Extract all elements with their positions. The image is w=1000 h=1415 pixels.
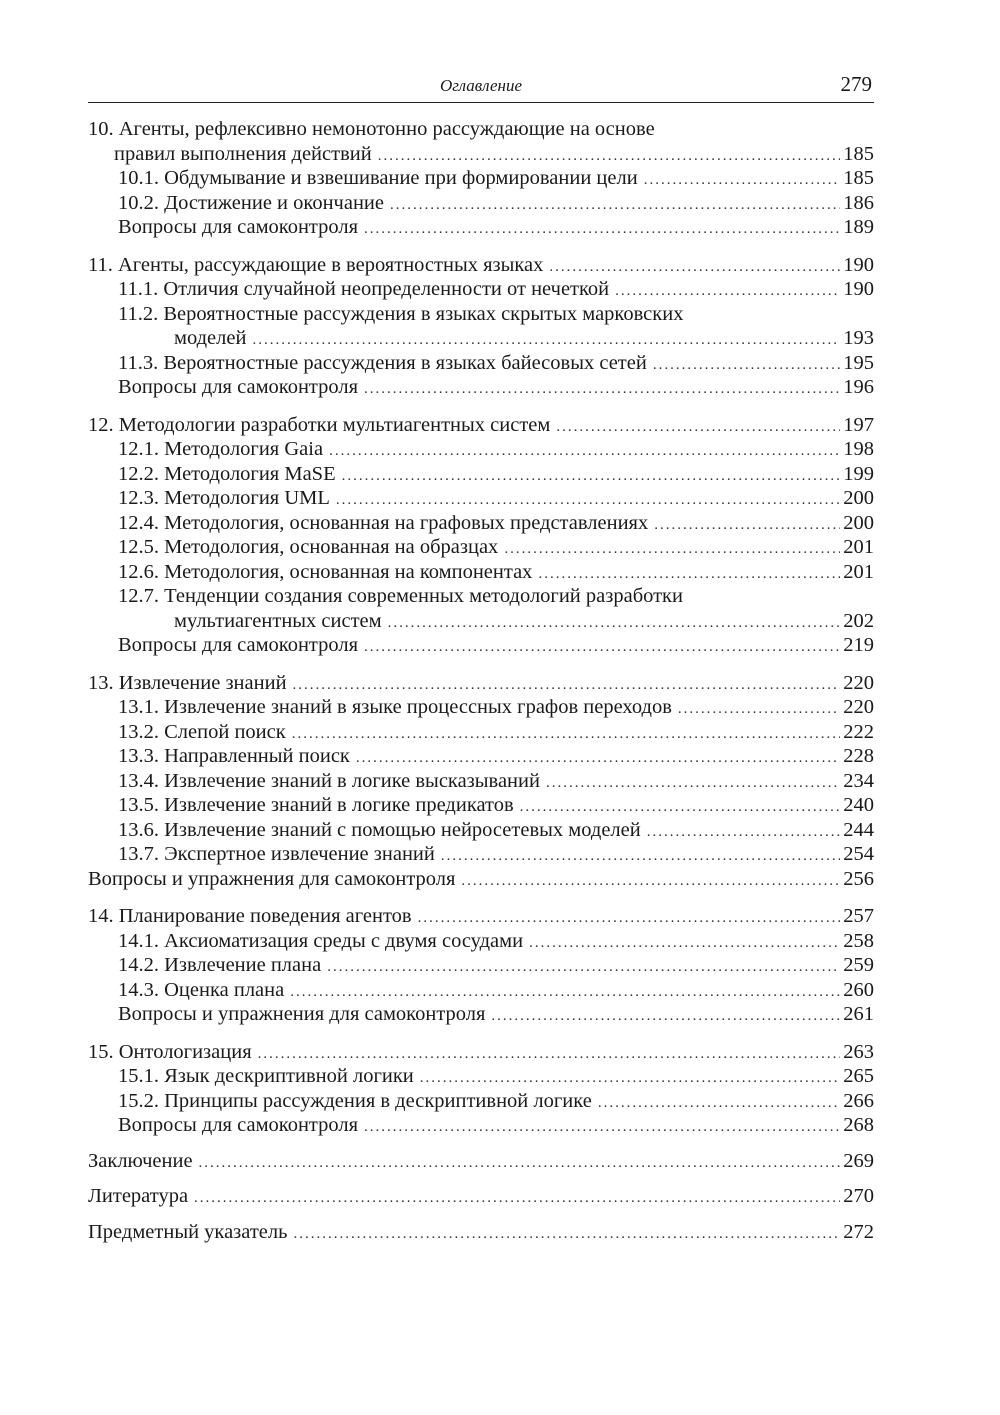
toc-entry-12-questions[interactable] — [88, 633, 874, 658]
toc-entry-15-1[interactable] — [88, 1064, 874, 1089]
toc-page-number: 198 — [843, 438, 874, 460]
toc-entry-title: 14. Планирование поведения агентов — [88, 905, 412, 927]
toc-page-number: 190 — [843, 253, 874, 276]
leader-dots — [529, 931, 840, 956]
toc-page-number: 258 — [843, 929, 874, 952]
toc-entry-title: 15.2. Принципы рассуждения в дескриптивной логике — [118, 1089, 592, 1112]
toc-page-number: 201 — [843, 536, 874, 558]
leader-dots — [292, 722, 841, 747]
toc-page-number: 261 — [843, 1003, 874, 1025]
leader-dots — [491, 1004, 840, 1029]
toc-entry-title: 11. Агенты, рассуждающие в вероятностных языках — [88, 253, 544, 276]
toc-entry-title: 13.5. Извлечение знаний в логике предикатов — [118, 794, 514, 816]
toc-page-number: 185 — [843, 167, 874, 189]
toc-entry-title: Заключение — [88, 1149, 193, 1172]
toc-entry-title: 11.3. Вероятностные рассуждения в языках байесовых сетей — [118, 351, 647, 374]
leader-dots — [556, 415, 840, 440]
toc-page-number: 219 — [843, 634, 874, 656]
toc-entry-12-4[interactable] — [88, 511, 874, 536]
toc-entry-ch11[interactable] — [88, 253, 874, 278]
leader-dots — [615, 279, 840, 304]
header-page-number: 279 — [840, 72, 872, 96]
toc-entry-title: правил выполнения действий — [114, 142, 372, 165]
toc-entry-12-2[interactable] — [88, 462, 874, 487]
toc-entry-10-1[interactable] — [88, 166, 874, 191]
leader-dots — [294, 1222, 841, 1247]
leader-dots — [293, 673, 841, 698]
toc-entry-title: 10.2. Достижение и окончание — [118, 191, 384, 214]
toc-entry-references[interactable] — [88, 1184, 874, 1209]
toc-page-number: 268 — [843, 1114, 874, 1136]
toc-entry-12-6[interactable] — [88, 560, 874, 585]
toc-entry-conclusion[interactable] — [88, 1149, 874, 1174]
toc-entry-12-3[interactable] — [88, 486, 874, 511]
toc-entry-15-2[interactable] — [88, 1089, 874, 1114]
toc-entry-ch15[interactable] — [88, 1040, 874, 1065]
leader-dots — [327, 955, 840, 980]
toc-entry-14-questions[interactable] — [88, 1002, 874, 1027]
toc-page-number: 256 — [843, 867, 874, 890]
toc-entry-11-3[interactable] — [88, 351, 874, 376]
toc-entry-13-1[interactable] — [88, 695, 874, 720]
leader-dots — [388, 611, 841, 636]
toc-entry-title: 12.6. Методология, основанная на компонентах — [118, 560, 533, 583]
leader-dots — [504, 537, 840, 562]
toc-entry-title: 12.1. Методология Gaia — [118, 438, 324, 460]
toc-entry-13-2[interactable] — [88, 720, 874, 745]
toc-page-number: 200 — [843, 487, 874, 509]
header-title: Оглавление — [439, 76, 523, 95]
leader-dots — [653, 353, 840, 378]
leader-dots — [549, 255, 840, 280]
toc-entry-13-3[interactable] — [88, 744, 874, 769]
toc-entry-title: 12. Методологии разработки мультиагентных систем — [88, 413, 551, 436]
toc-page-number: 259 — [843, 954, 874, 976]
toc-entry-10-2[interactable] — [88, 191, 874, 216]
toc-entry-14-3[interactable] — [88, 978, 874, 1003]
leader-dots — [329, 439, 840, 464]
toc-page-number: 193 — [843, 327, 874, 349]
toc-entry-title: 13.6. Извлечение знаний с помощью нейросетевых моделей — [118, 818, 641, 841]
toc-entry-12-5[interactable] — [88, 535, 874, 560]
toc-page-number: 254 — [843, 843, 874, 865]
toc-page-number: 228 — [843, 745, 874, 767]
leader-dots — [461, 869, 840, 894]
leader-dots — [364, 217, 840, 242]
toc-entry-title: 13.7. Экспертное извлечение знаний — [118, 843, 435, 865]
toc-page-number: 220 — [843, 671, 874, 694]
toc-entry-title: Вопросы для самоконтроля — [118, 216, 359, 238]
toc-page-number: 272 — [843, 1220, 874, 1243]
toc-entry-index[interactable] — [88, 1220, 874, 1245]
toc-entry-title: 10. Агенты, рефлексивно немонотонно рассуждающие на основе — [88, 118, 655, 140]
toc-entry-title: Предметный указатель — [88, 1220, 288, 1243]
toc-entry-title: 14.1. Аксиоматизация среды с двумя сосудами — [118, 929, 524, 952]
toc-entry-title: Вопросы для самоконтроля — [118, 376, 359, 398]
toc-entry-title: 11.2. Вероятностные рассуждения в языках скрытых марковских — [118, 302, 684, 325]
leader-dots — [418, 906, 841, 931]
leader-dots — [364, 635, 840, 660]
toc-page-number: 270 — [843, 1185, 874, 1207]
leader-dots — [598, 1091, 840, 1116]
leader-dots — [356, 746, 840, 771]
toc-entry-title: Вопросы и упражнения для самоконтроля — [118, 1003, 486, 1025]
leader-dots — [290, 980, 840, 1005]
toc-entry-title: 12.4. Методология, основанная на графовых представлениях — [118, 511, 649, 534]
toc-entry-13-questions[interactable] — [88, 867, 874, 892]
toc-entry-ch10[interactable] — [88, 117, 874, 166]
toc-page-number: 195 — [843, 351, 874, 374]
leader-dots — [252, 328, 840, 353]
toc-entry-title: Литература — [88, 1185, 189, 1207]
leader-dots — [420, 1066, 840, 1091]
toc-entry-14-2[interactable] — [88, 953, 874, 978]
toc-entry-title: 15. Онтологизация — [88, 1040, 252, 1063]
leader-dots — [678, 697, 840, 722]
toc-entry-11-questions[interactable] — [88, 375, 874, 400]
toc-page-number: 269 — [843, 1149, 874, 1172]
toc-entry-title: Вопросы для самоконтроля — [118, 634, 359, 656]
toc-entry-title: 11.1. Отличия случайной неопределенности от нечеткой — [118, 278, 610, 300]
table-of-contents — [88, 117, 874, 1244]
toc-entry-11-2[interactable] — [88, 302, 874, 351]
toc-entry-title: 15.1. Язык дескриптивной логики — [118, 1065, 414, 1087]
toc-page-number: 234 — [843, 769, 874, 792]
leader-dots — [258, 1042, 841, 1067]
toc-entry-ch13[interactable] — [88, 671, 874, 696]
leader-dots — [441, 844, 840, 869]
toc-page-number: 265 — [843, 1065, 874, 1087]
toc-entry-13-7[interactable] — [88, 842, 874, 867]
leader-dots — [378, 144, 841, 169]
toc-entry-title: 12.5. Методология, основанная на образцах — [118, 536, 499, 558]
toc-entry-15-questions[interactable] — [88, 1113, 874, 1138]
leader-dots — [199, 1151, 841, 1176]
toc-page-number: 197 — [843, 413, 874, 436]
toc-entry-ch14[interactable] — [88, 904, 874, 929]
leader-dots — [538, 562, 840, 587]
toc-entry-title: 10.1. Обдумывание и взвешивание при формировании цели — [118, 167, 638, 189]
toc-entry-title: 13.4. Извлечение знаний в логике высказываний — [118, 769, 540, 792]
toc-page-number: 196 — [843, 376, 874, 398]
toc-page-number: 186 — [843, 191, 874, 214]
toc-entry-title: 12.3. Методология UML — [118, 487, 330, 509]
toc-entry-title: 12.2. Методология MaSE — [118, 462, 336, 485]
toc-entry-12-1[interactable] — [88, 437, 874, 462]
toc-entry-title: 14.3. Оценка плана — [118, 978, 285, 1001]
toc-entry-title: 13.3. Направленный поиск — [118, 745, 350, 767]
toc-entry-title: 12.7. Тенденции создания современных методологий разработки — [118, 585, 683, 607]
leader-dots — [364, 1115, 840, 1140]
leader-dots — [390, 193, 840, 218]
toc-page-number: 263 — [843, 1040, 874, 1063]
leader-dots — [336, 488, 840, 513]
toc-entry-11-1[interactable] — [88, 277, 874, 302]
toc-entry-12-7[interactable] — [88, 584, 874, 633]
toc-page-number: 220 — [843, 696, 874, 718]
toc-page-number: 240 — [843, 794, 874, 816]
toc-entry-10-questions[interactable] — [88, 215, 874, 240]
toc-page-number: 244 — [843, 818, 874, 841]
toc-page-number: 199 — [843, 462, 874, 485]
leader-dots — [546, 771, 840, 796]
toc-page-number: 260 — [843, 978, 874, 1001]
toc-page-number: 201 — [843, 560, 874, 583]
toc-entry-title: 13.1. Извлечение знаний в языке процессных графов переходов — [118, 696, 672, 718]
toc-entry-title: мультиагентных систем — [174, 609, 382, 632]
toc-page-number: 185 — [843, 142, 874, 165]
leader-dots — [520, 795, 841, 820]
toc-entry-14-1[interactable] — [88, 929, 874, 954]
toc-page-number: 257 — [843, 905, 874, 927]
toc-entry-title: 14.2. Извлечение плана — [118, 954, 322, 976]
leader-dots — [364, 377, 840, 402]
running-header — [88, 72, 874, 103]
toc-page-number: 189 — [843, 216, 874, 238]
toc-page-number: 190 — [843, 278, 874, 300]
toc-page-number: 266 — [843, 1089, 874, 1112]
toc-entry-13-5[interactable] — [88, 793, 874, 818]
toc-page-number: 222 — [843, 720, 874, 743]
toc-entry-title: моделей — [174, 327, 247, 349]
leader-dots — [644, 168, 841, 193]
leader-dots — [647, 820, 841, 845]
leader-dots — [654, 513, 840, 538]
toc-entry-title: Вопросы для самоконтроля — [118, 1114, 359, 1136]
toc-entry-ch12[interactable] — [88, 413, 874, 438]
toc-entry-13-4[interactable] — [88, 769, 874, 794]
toc-page-number: 202 — [843, 609, 874, 632]
leader-dots — [194, 1186, 840, 1211]
toc-entry-13-6[interactable] — [88, 818, 874, 843]
leader-dots — [342, 464, 841, 489]
toc-entry-title: Вопросы и упражнения для самоконтроля — [88, 867, 456, 890]
toc-page-number: 200 — [843, 511, 874, 534]
toc-entry-title: 13.2. Слепой поиск — [118, 720, 286, 743]
toc-entry-title: 13. Извлечение знаний — [88, 671, 287, 694]
